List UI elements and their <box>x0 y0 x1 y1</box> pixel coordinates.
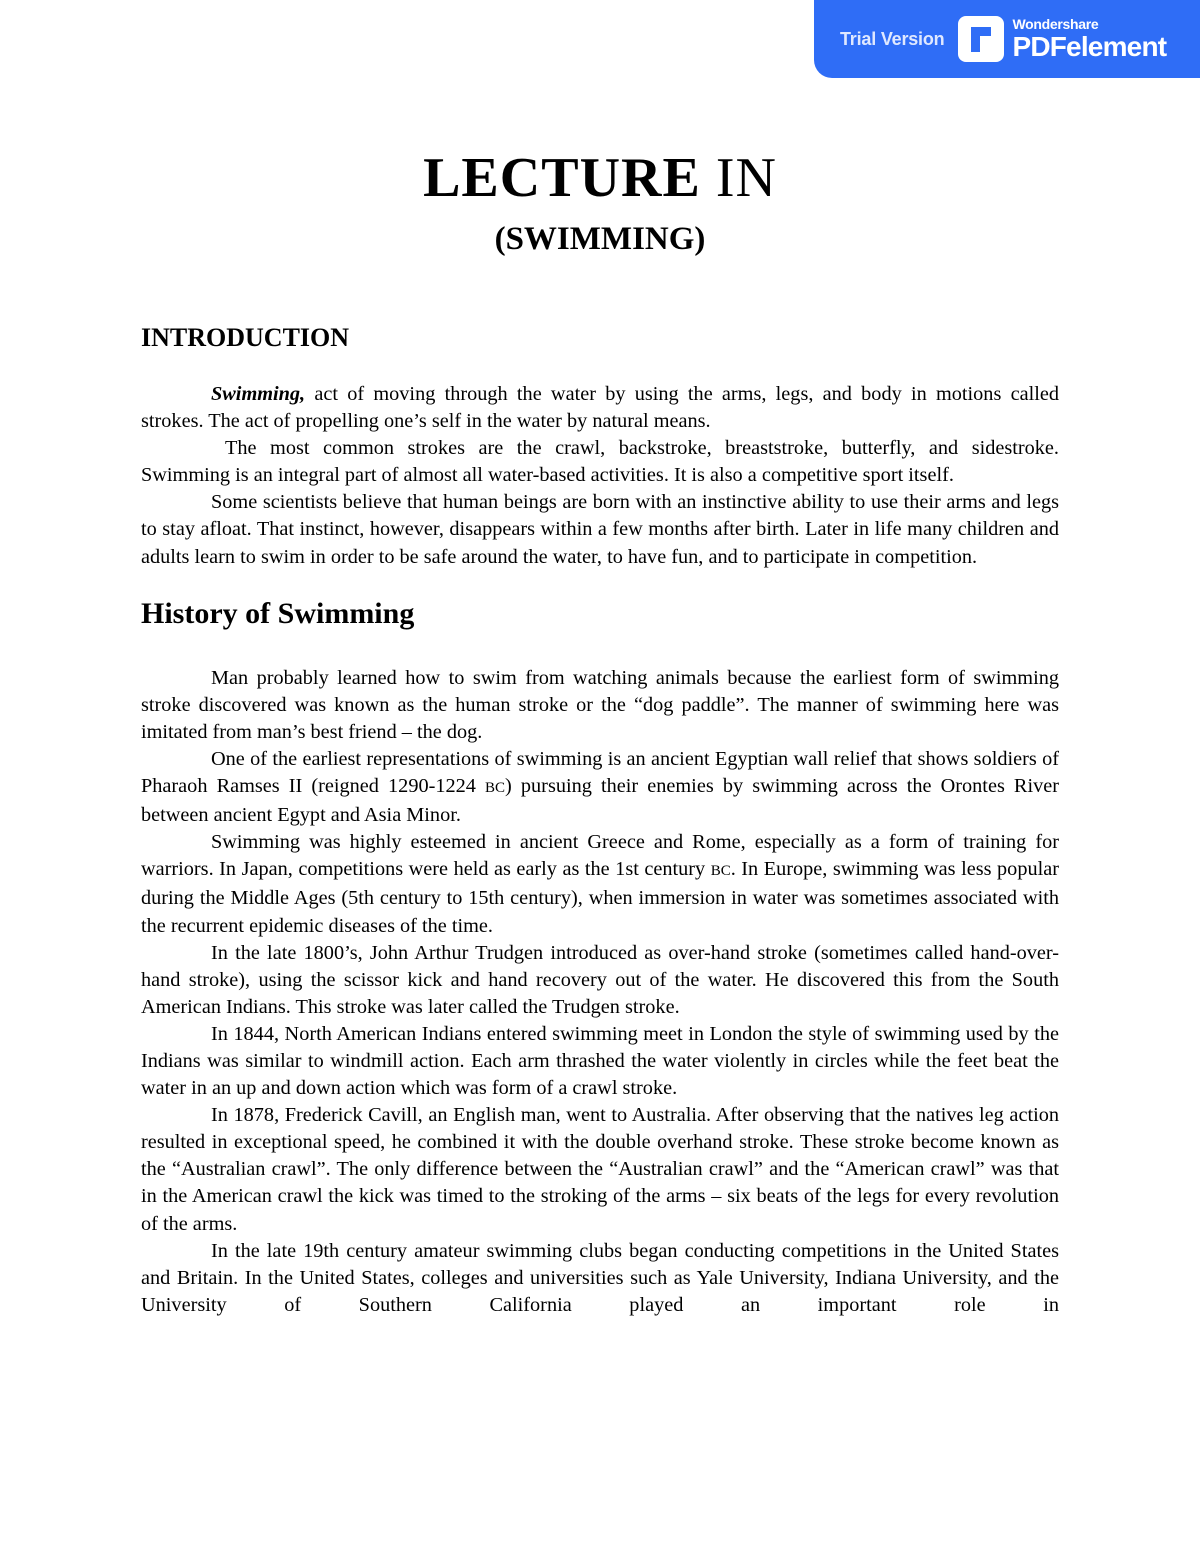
trial-watermark-badge <box>814 0 1200 78</box>
history-paragraph: In the late 19th century amateur swimming clubs began conducting competitions in the United States and Britain. In the United States, colleges and universities such as Yale University, Indiana University, and the University of Southern California played an important role in <box>141 1239 1059 1316</box>
document-title <box>141 140 1059 216</box>
history-text: One of the earliest representations of swimming is an ancient Egyptian wall relief that shows soldiers of Pharaoh Ramses II (reigned 1290-1224 <box>141 747 1059 798</box>
title-bold: LECTURE <box>423 147 701 209</box>
pdfelement-logo-icon <box>958 16 1004 62</box>
introduction-heading: INTRODUCTION <box>141 323 350 352</box>
history-text: Swimming was highly esteemed in ancient Greece and Rome, especially as a form of training for warriors. In Japan, competitions were held as early as the 1st century <box>141 831 1059 881</box>
history-paragraph: In 1844, North American Indians entered swimming meet in London the style of swimming used by the Indians was similar to windmill action. Each arm thrashed the water violently in circles while the feet beat the water in an up and down action which was form of a crawl stroke. <box>141 1022 1059 1100</box>
era-abbreviation: BC <box>485 780 506 797</box>
title-plain: IN <box>715 147 777 209</box>
history-paragraph: Man probably learned how to swim from watching animals because the earliest form of swimming stroke discovered was known as the human stroke or the “dog paddle”. The manner of swimming here was imitated from man’s best friend – the dog. <box>141 666 1059 743</box>
intro-term: Swimming, <box>211 383 306 405</box>
history-paragraph: In 1878, Frederick Cavill, an English man, went to Australia. After observing that the natives leg action resulted in exceptional speed, he combined it with the double overhand stroke. These stroke become known as the “Australian crawl”. The only difference between the “Australian crawl” and the “American crawl” was that in the American crawl the kick was timed to the stroking of the arms – six beats of the legs for every revolution of the arms. <box>141 1104 1059 1235</box>
brand-product: PDFelement <box>1012 31 1167 62</box>
intro-paragraph-text: act of moving through the water by using the arms, legs, and body in motions called strokes. The act of propelling one’s self in the water by natural means. <box>141 383 1059 433</box>
history-paragraph: In the late 1800’s, John Arthur Trudgen introduced as over-hand stroke (sometimes called hand-over-hand stroke), using the scissor kick and hand recovery out of the water. He discovered this from the South American Indians. This stroke was later called the Trudgen stroke. <box>141 941 1059 1018</box>
introduction-body <box>141 381 1059 571</box>
intro-paragraph <box>141 381 1059 435</box>
intro-paragraph: Some scientists believe that human beings are born with an instinctive ability to use their arms and legs to stay afloat. That instinct, however, disappears within a few months after birth. Later in life many children and adults learn to swim in order to be safe around the water, to have fun, and to participate in competition. <box>141 491 1059 568</box>
document-page <box>141 140 1059 1319</box>
history-paragraph <box>141 746 1059 829</box>
history-body <box>141 665 1059 1319</box>
history-paragraph <box>141 829 1059 939</box>
history-heading: History of Swimming <box>141 596 415 630</box>
intro-paragraph: The most common strokes are the crawl, backstroke, breaststroke, butterfly, and sidestroke. Swimming is an integral part of almost all water-based activities. It is also a competitive sport itself. <box>141 437 1059 487</box>
history-text: . In Europe, swimming was less popular during the Middle Ages (5th century to 15th century), when immersion in water was sometimes associated with the recurrent epidemic diseases of the time. <box>141 858 1059 937</box>
brand-company: Wondershare <box>1012 16 1099 32</box>
era-abbreviation: BC <box>710 863 731 880</box>
document-subtitle: (SWIMMING) <box>494 221 706 257</box>
trial-version-label: Trial Version <box>840 28 945 49</box>
brand-name <box>1012 17 1166 61</box>
history-text: ) pursuing their enemies by swimming across the Orontes River between ancient Egypt and Asia Minor. <box>141 775 1059 827</box>
